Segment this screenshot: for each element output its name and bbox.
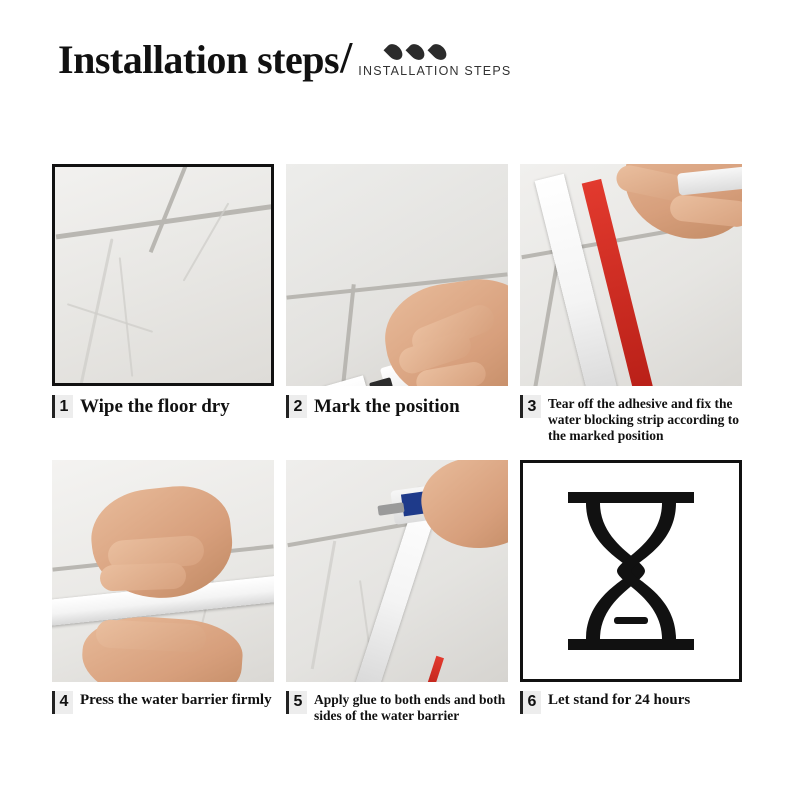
page-title: Installation steps — [58, 37, 340, 82]
step-2-number: 2 — [286, 395, 307, 418]
page-subtitle: INSTALLATION STEPS — [358, 64, 512, 78]
step-item-1 — [52, 164, 274, 444]
step-6-caption — [520, 691, 742, 714]
step-5-text: Apply glue to both ends and both sides of the water barrier — [314, 691, 506, 723]
step-item-4 — [52, 460, 274, 724]
step-4-caption — [52, 691, 274, 714]
step-4-number: 4 — [52, 691, 73, 714]
step-item-6 — [520, 460, 742, 724]
water-drop-icon-group — [388, 43, 445, 61]
water-drop-icon — [428, 41, 450, 63]
step-item-5 — [286, 460, 508, 724]
step-3-image — [520, 164, 742, 386]
step-3-caption — [520, 395, 742, 444]
step-4-image — [52, 460, 274, 682]
subtitle-group — [358, 43, 511, 80]
step-6-number: 6 — [520, 691, 541, 714]
water-drop-icon — [406, 41, 428, 63]
step-3-text: Tear off the adhesive and fix the water blocking strip according to the marked position — [548, 396, 739, 443]
step-3-number: 3 — [520, 395, 541, 418]
step-2-text: Mark the position — [314, 396, 460, 417]
steps-grid — [52, 164, 752, 724]
step-1-number: 1 — [52, 395, 73, 418]
title-separator: / — [340, 33, 353, 82]
step-6-text: Let stand for 24 hours — [548, 691, 691, 708]
page-header — [58, 33, 512, 82]
step-item-2 — [286, 164, 508, 444]
step-6-image — [520, 460, 742, 682]
hourglass-icon — [556, 486, 706, 656]
step-2-caption — [286, 395, 508, 418]
step-1-image — [52, 164, 274, 386]
step-5-caption — [286, 691, 508, 724]
step-1-text: Wipe the floor dry — [80, 396, 230, 417]
step-1-caption — [52, 395, 274, 418]
step-4-text: Press the water barrier firmly — [80, 691, 272, 708]
step-5-number: 5 — [286, 691, 307, 714]
step-item-3 — [520, 164, 742, 444]
step-5-image — [286, 460, 508, 682]
water-drop-icon — [384, 41, 406, 63]
step-2-image — [286, 164, 508, 386]
